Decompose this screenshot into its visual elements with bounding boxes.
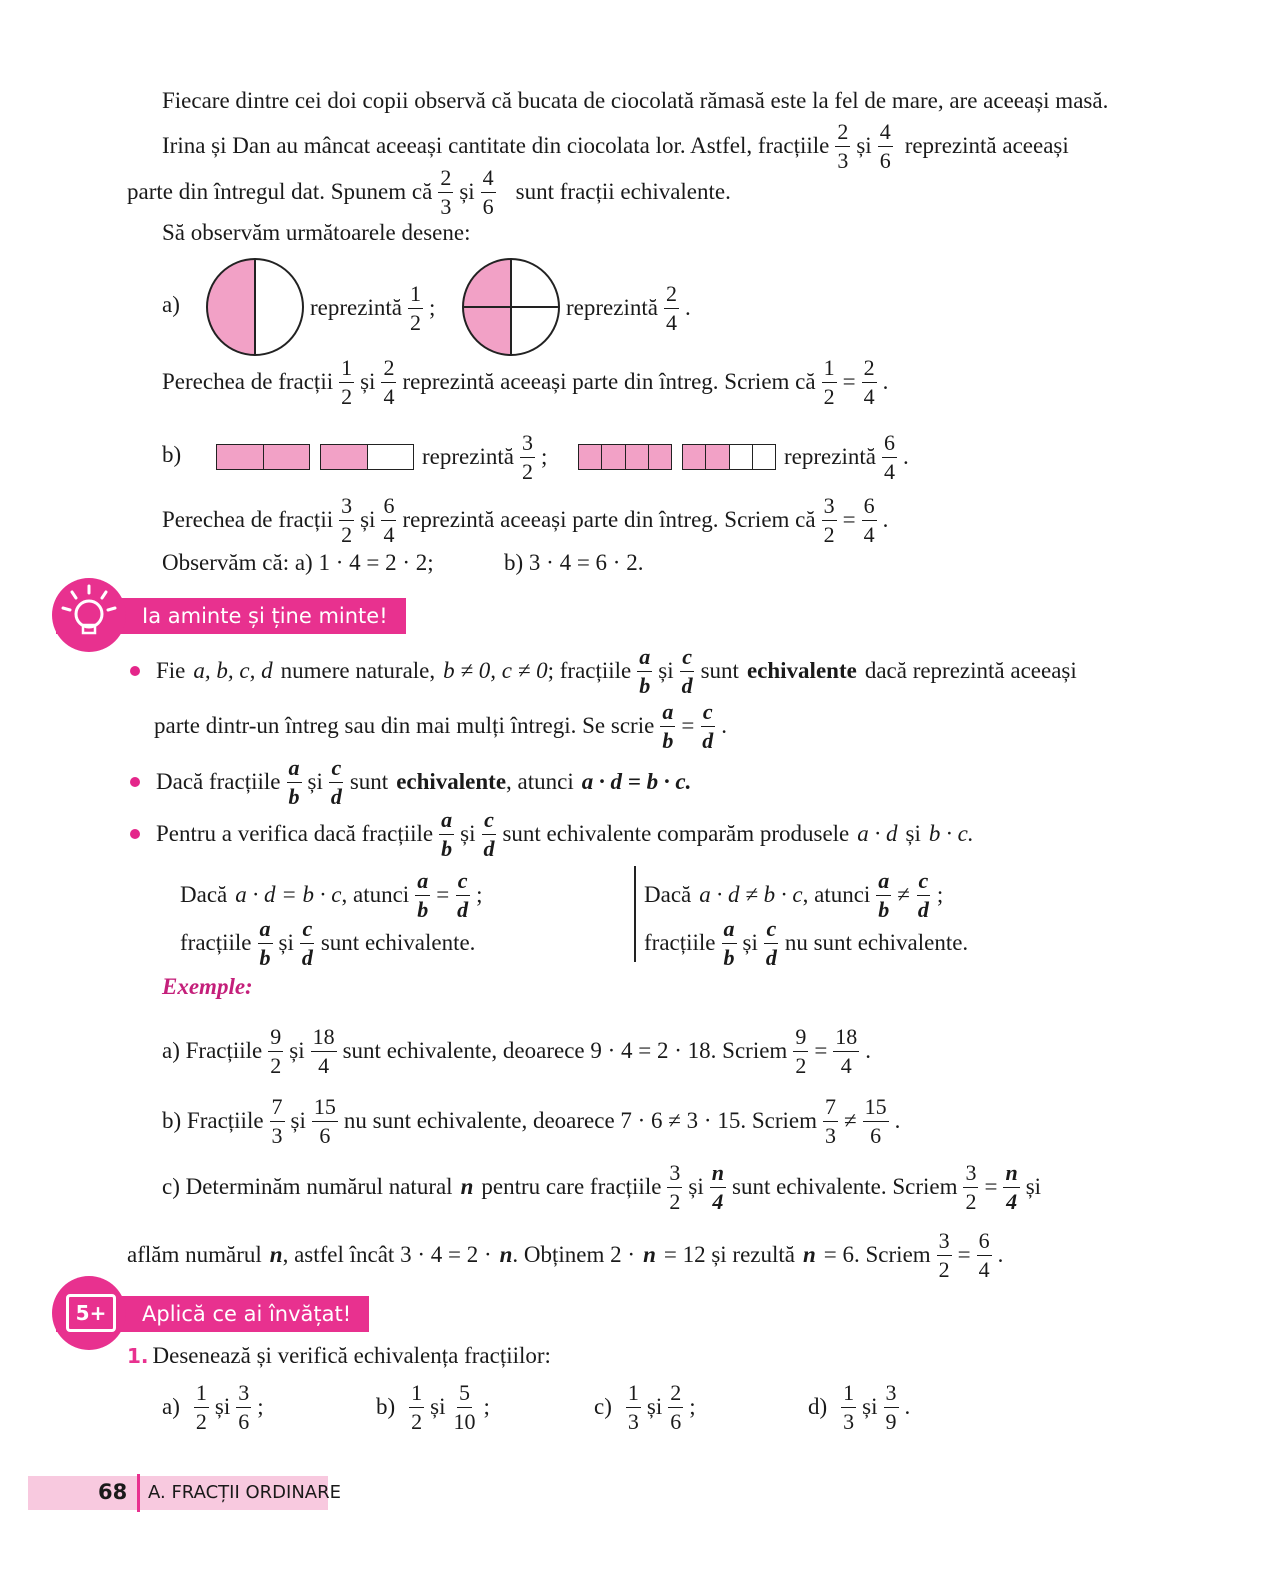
example-b-label: b) xyxy=(162,442,182,467)
exercise-number: 1. xyxy=(127,1344,149,1368)
text: reprezintă aceeași parte din întreg. Scriem că xyxy=(402,369,816,394)
exercise-item-b xyxy=(376,1376,490,1438)
text: ≠ xyxy=(897,882,910,907)
text: echivalente xyxy=(746,658,857,683)
fraction-2-4: $\frac{2}{4}$ xyxy=(383,354,395,409)
fraction-9-2: $\frac{9}{2}$ xyxy=(795,1023,807,1078)
text: c) Determinăm numărul natural xyxy=(162,1174,453,1199)
text: . xyxy=(882,507,889,532)
observation-b: b) 3 · 4 = 6 · 2. xyxy=(504,550,644,575)
example-a-rep-1 xyxy=(310,278,435,338)
case-left-2 xyxy=(180,914,475,972)
text: reprezintă xyxy=(310,295,402,320)
text: b) Fracțiile xyxy=(162,1108,264,1133)
exercise-item-a xyxy=(162,1376,264,1438)
fraction-2-4: $\frac{2}{4}$ xyxy=(863,354,875,409)
fraction-3-2: $\frac{3}{2}$ xyxy=(521,429,533,484)
fraction-1-3: $\frac{1}{3}$ xyxy=(843,1379,855,1434)
text: n xyxy=(643,1242,656,1267)
fraction-c-d: $\frac{c}{d}$ xyxy=(917,867,929,922)
fraction-c-d: $\frac{c}{d}$ xyxy=(702,698,714,753)
text: n xyxy=(269,1242,283,1267)
fraction-3-2: $\frac{3}{2}$ xyxy=(341,492,353,547)
fraction-4-6: $\frac{4}{6}$ xyxy=(482,164,494,219)
text: sunt echivalente. xyxy=(320,930,476,955)
text: , atunci xyxy=(341,882,410,907)
fraction-c-d: $\frac{c}{d}$ xyxy=(681,643,693,698)
text: = xyxy=(681,713,695,738)
rule-2 xyxy=(130,752,691,812)
text: = xyxy=(842,507,856,532)
fraction-5-10: $\frac{5}{10}$ xyxy=(453,1379,476,1434)
text: . xyxy=(684,295,691,320)
case-right-2 xyxy=(644,914,968,972)
text: reprezintă xyxy=(566,295,658,320)
text: nu sunt echivalente. xyxy=(784,930,969,955)
bar-half-halves xyxy=(320,444,414,470)
text: și xyxy=(646,1394,663,1419)
text: = xyxy=(957,1242,971,1267)
page-number: 68 xyxy=(98,1480,128,1504)
fraction-1-2: $\frac{1}{2}$ xyxy=(341,354,353,409)
remember-title: Ia aminte și ține minte! xyxy=(56,598,406,634)
text: sunt fracții echivalente. xyxy=(515,179,731,204)
text: n xyxy=(460,1174,474,1199)
quarter-circle-icon xyxy=(462,258,560,356)
text: aflăm numărul xyxy=(127,1242,262,1267)
text: a) Fracțiile xyxy=(162,1038,263,1063)
text: nu sunt echivalente, deoarece 7 · 6 ≠ 3 · 15. Scriem xyxy=(343,1108,817,1133)
text: a · d = b · c xyxy=(235,882,342,907)
bullet-icon xyxy=(130,666,140,676)
text: sunt echivalente, deoarece 9 · 4 = 2 · 18. Scriem xyxy=(342,1038,788,1063)
text: . Obținem 2 · xyxy=(512,1242,636,1267)
text: parte dintr-un întreg sau din mai mulți întregi. Se scrie xyxy=(154,713,655,738)
text: n xyxy=(499,1242,513,1267)
bar-whole-quarters xyxy=(578,444,672,470)
text: ; xyxy=(257,1394,264,1419)
text: și xyxy=(688,1174,704,1199)
fraction-18-4: $\frac{18}{4}$ xyxy=(835,1023,858,1078)
text: . xyxy=(902,444,909,469)
fraction-c-d: $\frac{c}{d}$ xyxy=(330,754,342,809)
fraction-6-4: $\frac{6}{4}$ xyxy=(883,429,895,484)
text: = xyxy=(436,882,450,907)
rule-1-cont xyxy=(154,696,727,756)
fraction-c-d: $\frac{c}{d}$ xyxy=(457,867,469,922)
text: și xyxy=(658,658,674,683)
lightbulb-icon xyxy=(52,578,126,652)
text: reprezintă aceeași parte din întreg. Scriem că xyxy=(402,507,816,532)
text: și xyxy=(289,1038,305,1063)
text: și xyxy=(742,930,758,955)
text: ; xyxy=(476,882,483,907)
badge-label: 5+ xyxy=(66,1294,116,1332)
text: și xyxy=(460,821,476,846)
fraction-2-3: $\frac{2}{3}$ xyxy=(440,164,452,219)
text: numere naturale, xyxy=(280,658,436,683)
text: fracțiile xyxy=(644,930,716,955)
fraction-2-6: $\frac{2}{6}$ xyxy=(670,1379,682,1434)
text: Perechea de fracții xyxy=(162,507,334,532)
text: și xyxy=(307,769,323,794)
text: a · d = b · c. xyxy=(581,769,692,794)
fraction-7-3: $\frac{7}{3}$ xyxy=(825,1093,836,1148)
text: reprezintă aceeași xyxy=(904,133,1069,158)
fraction-1-2: $\frac{1}{2}$ xyxy=(823,354,835,409)
fraction-a-b: $\frac{a}{b}$ xyxy=(441,806,453,861)
fraction-3-2: $\frac{3}{2}$ xyxy=(669,1159,681,1214)
text: b) xyxy=(376,1394,396,1419)
intro-line-4: Să observăm următoarele desene: xyxy=(162,220,471,245)
fraction-a-b: $\frac{a}{b}$ xyxy=(723,915,735,970)
text: și xyxy=(290,1108,306,1133)
text: Irina și Dan au mâncat aceeași cantitate din ciocolata lor. Astfel, fracțiile xyxy=(162,133,830,158)
fraction-1-2: $\frac{1}{2}$ xyxy=(409,280,421,335)
fraction-c-d: $\frac{c}{d}$ xyxy=(483,806,495,861)
fraction-9-2: $\frac{9}{2}$ xyxy=(270,1023,282,1078)
example-1 xyxy=(162,1020,871,1082)
footer-separator xyxy=(137,1474,140,1512)
fraction-15-6: $\frac{15}{6}$ xyxy=(313,1093,336,1148)
fraction-c-d: $\frac{c}{d}$ xyxy=(765,915,777,970)
bullet-icon xyxy=(130,777,140,787)
text: și xyxy=(430,1394,446,1419)
exercise-item-d xyxy=(808,1376,910,1438)
text: . xyxy=(721,713,728,738)
text: Fie xyxy=(156,658,186,683)
text: n xyxy=(803,1242,816,1267)
text: a) xyxy=(162,1394,180,1419)
text: Dacă xyxy=(644,882,692,907)
text: ; fracțiile xyxy=(547,658,632,683)
fraction-a-b: $\frac{a}{b}$ xyxy=(259,915,271,970)
text: sunt xyxy=(700,658,739,683)
fraction-7-3: $\frac{7}{3}$ xyxy=(271,1093,283,1148)
fraction-3-2: $\frac{3}{2}$ xyxy=(823,492,835,547)
bar-whole-halves xyxy=(216,444,310,470)
text: a · d ≠ b · c xyxy=(699,882,803,907)
text: = xyxy=(842,369,856,394)
example-b-rep-2 xyxy=(784,427,909,487)
example-2 xyxy=(162,1090,900,1152)
text: d) xyxy=(808,1394,828,1419)
text: ; xyxy=(428,295,436,320)
intro-line-1: Fiecare dintre cei doi copii observă că bucata de ciocolată rămasă este la fel de mare, are aceeași masă. xyxy=(162,88,1109,113)
fraction-3-2: $\frac{3}{2}$ xyxy=(965,1159,977,1214)
text: . xyxy=(894,1108,901,1133)
text: parte din întregul dat. Spunem că xyxy=(127,179,433,204)
bar-half-quarters xyxy=(682,444,776,470)
text: c) xyxy=(594,1394,612,1419)
fraction-3-6: $\frac{3}{6}$ xyxy=(238,1379,250,1434)
fraction-1-2: $\frac{1}{2}$ xyxy=(411,1379,423,1434)
text: și xyxy=(459,179,475,204)
text: = xyxy=(984,1174,998,1199)
fraction-18-4: $\frac{18}{4}$ xyxy=(312,1023,335,1078)
text: dacă reprezintă aceeași xyxy=(864,658,1077,683)
half-circle-icon xyxy=(206,258,304,356)
text: Desenează și verifică echivalența fracțiilor: xyxy=(152,1343,551,1368)
observation: Observăm că: a) 1 · 4 = 2 · 2; xyxy=(162,550,434,575)
intro-line-3 xyxy=(127,164,731,220)
text: a · d xyxy=(857,821,898,846)
text: și xyxy=(905,821,921,846)
text: = 12 și rezultă xyxy=(663,1242,795,1267)
example-b-rep-1 xyxy=(422,427,547,487)
apply-title: Aplică ce ai învățat! xyxy=(56,1296,369,1332)
text: a, b, c, d xyxy=(193,658,273,683)
text: b ≠ 0, c ≠ 0 xyxy=(443,658,548,683)
text: și xyxy=(856,133,872,158)
examples-title: Exemple: xyxy=(162,974,253,999)
fraction-a-b: $\frac{a}{b}$ xyxy=(288,754,300,809)
text: Dacă fracțiile xyxy=(156,769,281,794)
fraction-1-2: $\frac{1}{2}$ xyxy=(195,1379,207,1434)
example-a-label: a) xyxy=(162,292,180,317)
bullet-icon xyxy=(130,829,140,839)
text: și xyxy=(1025,1174,1042,1199)
text: sunt echivalente comparăm produsele xyxy=(502,821,850,846)
case-divider xyxy=(634,866,636,962)
example-3-cont xyxy=(127,1224,1003,1286)
text: . xyxy=(997,1242,1004,1267)
example-a-pair xyxy=(162,352,888,412)
text: sunt echivalente. Scriem xyxy=(732,1174,958,1199)
fraction-3-2: $\frac{3}{2}$ xyxy=(938,1227,950,1282)
fraction-2-4: $\frac{2}{4}$ xyxy=(665,280,677,335)
text: fracțiile xyxy=(180,930,252,955)
example-3 xyxy=(162,1156,1041,1218)
text: și xyxy=(360,369,376,394)
fraction-a-b: $\frac{a}{b}$ xyxy=(639,643,651,698)
text: , atunci xyxy=(802,882,871,907)
text: ; xyxy=(483,1394,490,1419)
text: pentru care fracțiile xyxy=(481,1174,662,1199)
text: reprezintă xyxy=(784,444,876,469)
text: = 6. Scriem xyxy=(823,1242,931,1267)
fraction-n-4: $\frac{n}{4}$ xyxy=(711,1159,725,1214)
example-b-pair xyxy=(162,490,888,550)
rule-3 xyxy=(130,804,974,864)
fraction-15-6: $\frac{15}{6}$ xyxy=(864,1093,887,1148)
fraction-6-4: $\frac{6}{4}$ xyxy=(863,492,875,547)
text: b · c. xyxy=(928,821,974,846)
example-a-rep-2 xyxy=(566,278,691,338)
text: , atunci xyxy=(506,769,574,794)
fraction-a-b: $\frac{a}{b}$ xyxy=(878,867,890,922)
fraction-3-9: $\frac{3}{9}$ xyxy=(885,1379,897,1434)
board-icon xyxy=(52,1276,126,1350)
text: echivalente xyxy=(396,769,507,794)
text: Perechea de fracții xyxy=(162,369,334,394)
text: și xyxy=(214,1394,231,1419)
text: și xyxy=(278,930,294,955)
rule-1 xyxy=(130,640,1077,702)
fraction-a-b: $\frac{a}{b}$ xyxy=(662,698,674,753)
fraction-a-b: $\frac{a}{b}$ xyxy=(417,867,429,922)
text: ; xyxy=(540,444,548,469)
fraction-c-d: $\frac{c}{d}$ xyxy=(301,915,313,970)
fraction-6-4: $\frac{6}{4}$ xyxy=(383,492,395,547)
text: ≠ xyxy=(844,1108,857,1133)
text: ; xyxy=(936,882,944,907)
text: . xyxy=(904,1394,911,1419)
chapter-title: A. FRACȚII ORDINARE xyxy=(148,1482,341,1503)
text: ; xyxy=(689,1394,696,1419)
text: Pentru a verifica dacă fracțiile xyxy=(156,821,434,846)
text: , astfel încât 3 · 4 = 2 · xyxy=(282,1242,492,1267)
fraction-4-6: $\frac{4}{6}$ xyxy=(879,118,891,173)
text: . xyxy=(882,369,889,394)
fraction-1-3: $\frac{1}{3}$ xyxy=(627,1379,639,1434)
fraction-2-3: $\frac{2}{3}$ xyxy=(837,118,849,173)
text: Dacă xyxy=(180,882,228,907)
fraction-6-4: $\frac{6}{4}$ xyxy=(978,1227,990,1282)
text: reprezintă xyxy=(422,444,514,469)
text: sunt xyxy=(349,769,389,794)
text: = xyxy=(814,1038,828,1063)
fraction-n-4: $\frac{n}{4}$ xyxy=(1005,1159,1018,1214)
exercise-1 xyxy=(127,1340,551,1372)
text: și xyxy=(360,507,376,532)
exercise-item-c xyxy=(594,1376,696,1438)
text: . xyxy=(865,1038,872,1063)
text: și xyxy=(862,1394,878,1419)
